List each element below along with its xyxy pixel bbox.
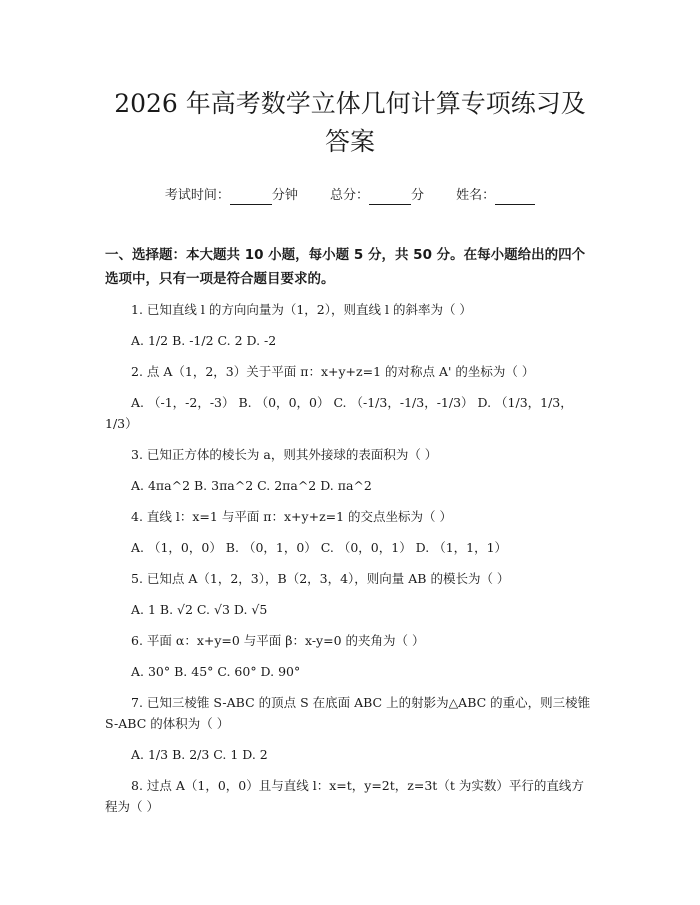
- exam-time-unit: 分钟: [271, 188, 298, 203]
- section-heading: 一、选择题：本大题共 10 小题，每小题 5 分，共 50 分。在每小题给出的四个选项中，只有一项是符合题目要求的。: [105, 247, 586, 287]
- question-options: A. 1 B. √2 C. √3 D. √5: [131, 602, 268, 617]
- question-stem: 2. 点 A（1，2，3）关于平面 π：x+y+z=1 的对称点 A' 的坐标为（ ）: [131, 364, 535, 379]
- question-stem: 7. 已知三棱锥 S-ABC 的顶点 S 在底面 ABC 上的射影为△ABC 的重心，则三棱锥 S-ABC 的体积为（ ）: [105, 695, 591, 731]
- question-stem: 3. 已知正方体的棱长为 a，则其外接球的表面积为（ ）: [131, 447, 438, 462]
- question-options: A. 1/2 B. -1/2 C. 2 D. -2: [131, 333, 277, 348]
- total-score-unit: 分: [411, 188, 425, 203]
- exam-info-row: [105, 187, 595, 205]
- question-stem: 5. 已知点 A（1，2，3），B（2，3，4），则向量 AB 的模长为（ ）: [131, 571, 510, 586]
- question-stem: 4. 直线 l：x=1 与平面 π：x+y+z=1 的交点坐标为（ ）: [131, 509, 453, 524]
- question-stem: 8. 过点 A（1，0，0）且与直线 l：x=t，y=2t，z=3t（t 为实数）平行的直线方程为（ ）: [105, 778, 584, 814]
- question-list: [105, 299, 595, 817]
- exam-time-blank[interactable]: [230, 190, 272, 205]
- question-stem: 6. 平面 α：x+y=0 与平面 β：x-y=0 的夹角为（ ）: [131, 633, 425, 648]
- question-options: A. （1，0，0） B. （0，1，0） C. （0，0，1） D. （1，1，1）: [131, 540, 508, 555]
- question-options: A. （-1，-2，-3） B. （0，0，0） C. （-1/3，-1/3，-1/3） D. （1/3，1/3，1/3）: [105, 395, 573, 431]
- question-stem: 1. 已知直线 l 的方向向量为（1，2），则直线 l 的斜率为（ ）: [131, 302, 472, 317]
- total-score-blank[interactable]: [369, 190, 411, 205]
- question-options: A. 30° B. 45° C. 60° D. 90°: [131, 664, 301, 679]
- student-name-label: 姓名：: [456, 188, 496, 203]
- question-options: A. 4πa^2 B. 3πa^2 C. 2πa^2 D. πa^2: [131, 478, 372, 493]
- student-name-blank[interactable]: [495, 190, 535, 205]
- exam-time-field: [165, 187, 298, 205]
- total-score-label: 总分：: [329, 188, 369, 203]
- student-name-field: [456, 187, 535, 205]
- total-score-field: [330, 187, 424, 205]
- document-title: 2026 年高考数学立体几何计算专项练习及答案: [114, 89, 586, 156]
- question-options: A. 1/3 B. 2/3 C. 1 D. 2: [131, 747, 268, 762]
- exam-time-label: 考试时间：: [164, 188, 230, 203]
